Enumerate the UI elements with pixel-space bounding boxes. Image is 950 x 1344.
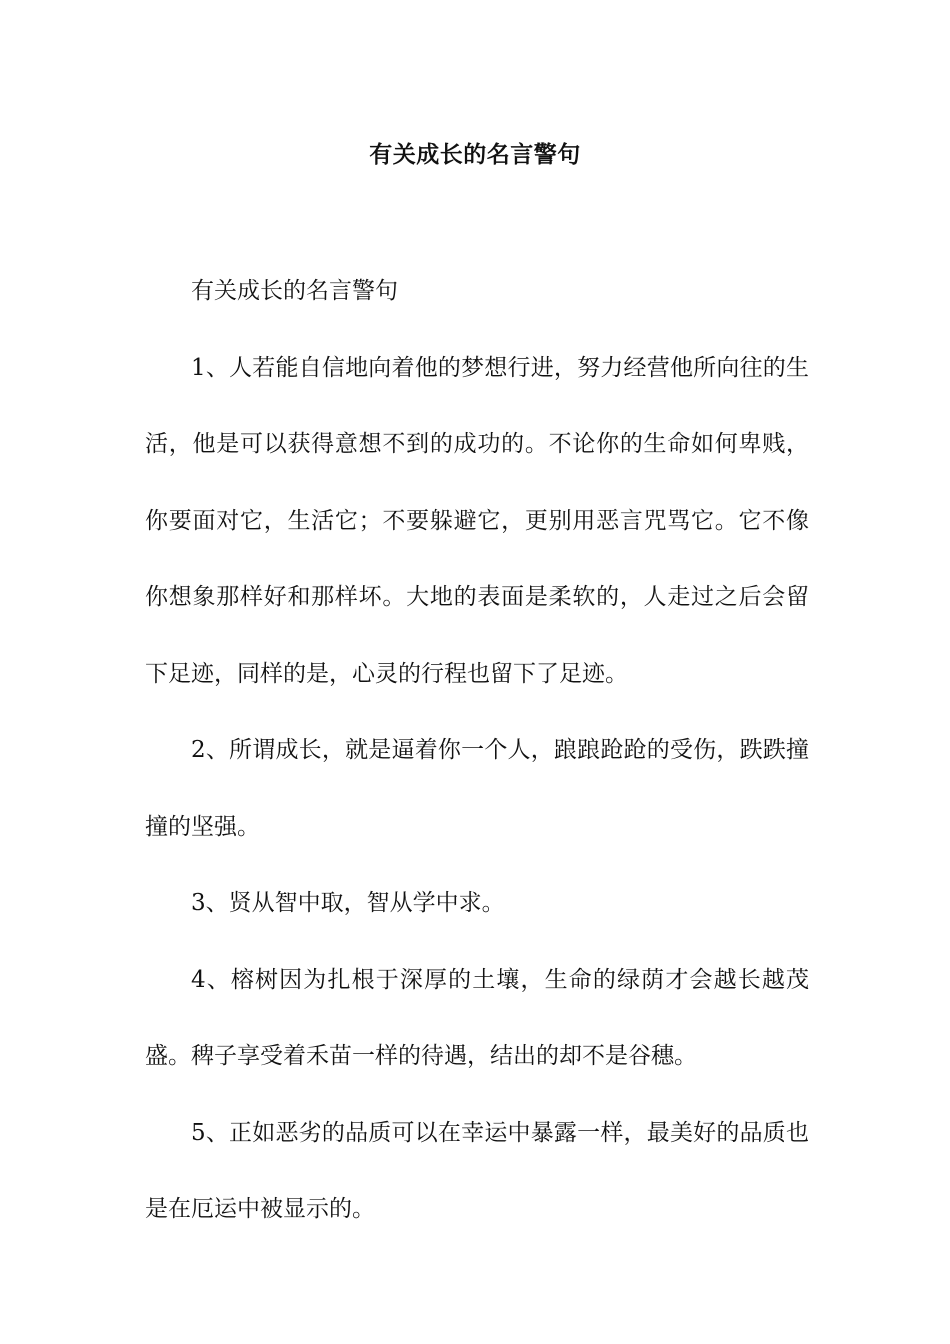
paragraph-quote-5: 5、正如恶劣的品质可以在幸运中暴露一样，最美好的品质也是在厄运中被显示的。 — [145, 1119, 809, 1222]
paragraph-quote-1: 1、人若能自信地向着他的梦想行进，努力经营他所向往的生活，他是可以获得意想不到的成功的。不论你的生命如何卑贱，你要面对它，生活它；不要躲避它，更别用恶言咒骂它。它不像你想象那样好和那样坏。大地的表面是柔软的，人走过之后会留下足迹，同样的是，心灵的行程也留下了足迹。 — [145, 354, 809, 687]
paragraph-quote-4: 4、榕树因为扎根于深厚的土壤，生命的绿荫才会越长越茂盛。稗子享受着禾苗一样的待遇，结出的却不是谷穗。 — [145, 966, 809, 1069]
document-body — [145, 253, 809, 1248]
paragraph-quote-3: 3、贤从智中取，智从学中求。 — [191, 890, 505, 916]
paragraph-quote-2: 2、所谓成长，就是逼着你一个人，踉踉跄跄的受伤，跌跌撞撞的坚强。 — [145, 737, 809, 840]
document-title: 有关成长的名言警句 — [369, 141, 581, 168]
paragraph-heading: 有关成长的名言警句 — [191, 278, 398, 304]
